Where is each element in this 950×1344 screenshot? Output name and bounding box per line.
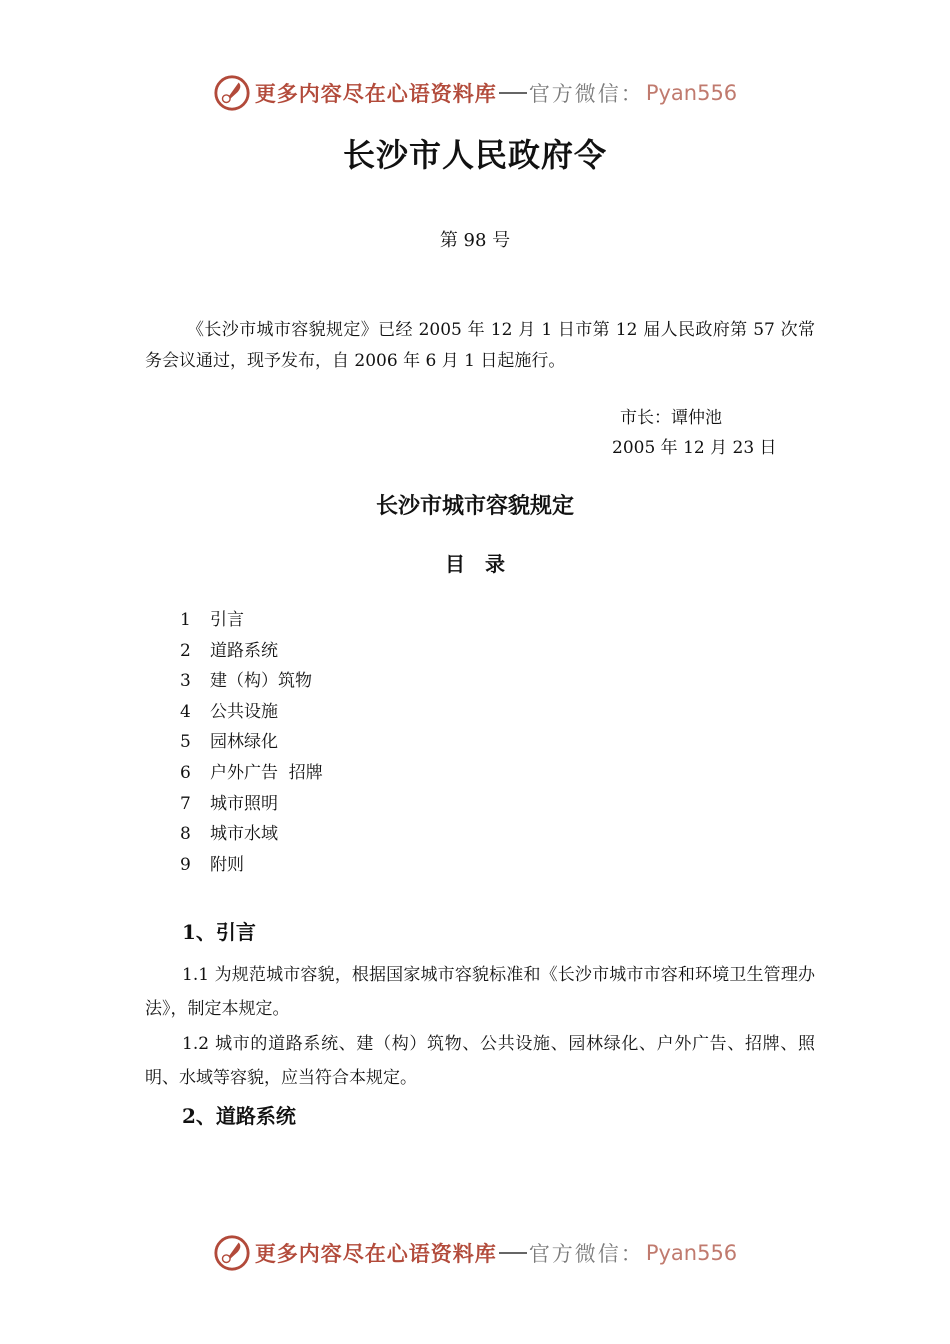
toc-item-label: 引言 bbox=[210, 610, 244, 630]
toc-item-number: 3 bbox=[180, 671, 191, 692]
toc-item bbox=[180, 697, 323, 728]
watermark-main-text: 更多内容尽在心语资料库 bbox=[254, 1241, 497, 1266]
feather-pen-logo-icon bbox=[213, 74, 251, 112]
toc-item bbox=[180, 605, 323, 636]
toc-item-number: 9 bbox=[180, 854, 191, 875]
watermark-wechat-id: Pyan556 bbox=[645, 81, 738, 105]
table-of-contents bbox=[180, 605, 323, 880]
toc-item-number: 1 bbox=[180, 610, 191, 630]
toc-item bbox=[180, 789, 323, 820]
watermark-banner-bottom bbox=[0, 1233, 950, 1273]
toc-item-label: 附则 bbox=[210, 854, 244, 875]
toc-item-number: 6 bbox=[180, 762, 191, 783]
regulation-title: 长沙市城市容貌规定 bbox=[375, 493, 574, 519]
toc-item bbox=[180, 666, 323, 697]
toc-item-label: 城市水域 bbox=[210, 824, 278, 845]
watermark-main-text: 更多内容尽在心语资料库 bbox=[254, 81, 497, 106]
toc-item-number: 5 bbox=[180, 732, 191, 753]
page-title: 长沙市人民政府令 bbox=[342, 136, 607, 174]
toc-item bbox=[180, 819, 323, 850]
watermark-wechat-id: Pyan556 bbox=[645, 1241, 738, 1265]
section-heading-intro: 1、引言 bbox=[182, 920, 256, 944]
intro-paragraph: 《长沙市城市容貌规定》已经 2005 年 12 月 1 日市第 12 届人民政府第 57 次常务会议通过，现予发布，自 2006 年 6 月 1 日起施行。 bbox=[145, 320, 815, 371]
section-heading-road-system: 2、道路系统 bbox=[182, 1104, 296, 1128]
toc-item bbox=[180, 758, 323, 789]
watermark-dash bbox=[499, 1252, 527, 1254]
signature-date: 2005 年 12 月 23 日 bbox=[612, 438, 777, 458]
toc-item bbox=[180, 850, 323, 881]
watermark-sub-text: 官方微信： bbox=[528, 82, 644, 106]
section-paragraph-1-1: 1.1 为规范城市容貌，根据国家城市容貌标准和《长沙市城市市容和环境卫生管理办法》，制定本规定。 bbox=[145, 965, 815, 1019]
toc-item-label: 建（构）筑物 bbox=[210, 671, 312, 692]
toc-item-number: 2 bbox=[180, 640, 191, 661]
watermark-dash bbox=[499, 92, 527, 94]
toc-item-label: 城市照明 bbox=[210, 793, 278, 814]
watermark-sub-text: 官方微信： bbox=[528, 1242, 644, 1266]
mayor-signature: 市长：谭仲池 bbox=[620, 408, 722, 428]
toc-item-number: 4 bbox=[180, 701, 191, 722]
toc-item-label: 园林绿化 bbox=[210, 732, 278, 753]
toc-item-label: 道路系统 bbox=[210, 640, 278, 661]
toc-item bbox=[180, 727, 323, 758]
order-number: 第 98 号 bbox=[439, 230, 511, 251]
section-paragraph-1-2: 1.2 城市的道路系统、建（构）筑物、公共设施、园林绿化、户外广告、招牌、照明、水域等容貌，应当符合本规定。 bbox=[145, 1034, 815, 1088]
toc-item-number: 8 bbox=[180, 824, 191, 845]
toc-title: 目 录 bbox=[445, 552, 505, 576]
watermark-banner-top bbox=[0, 73, 950, 113]
toc-item bbox=[180, 636, 323, 667]
toc-item-label: 户外广告 招牌 bbox=[210, 762, 323, 783]
toc-item-label: 公共设施 bbox=[210, 701, 278, 722]
toc-item-number: 7 bbox=[180, 793, 191, 814]
feather-pen-logo-icon bbox=[213, 1234, 251, 1272]
